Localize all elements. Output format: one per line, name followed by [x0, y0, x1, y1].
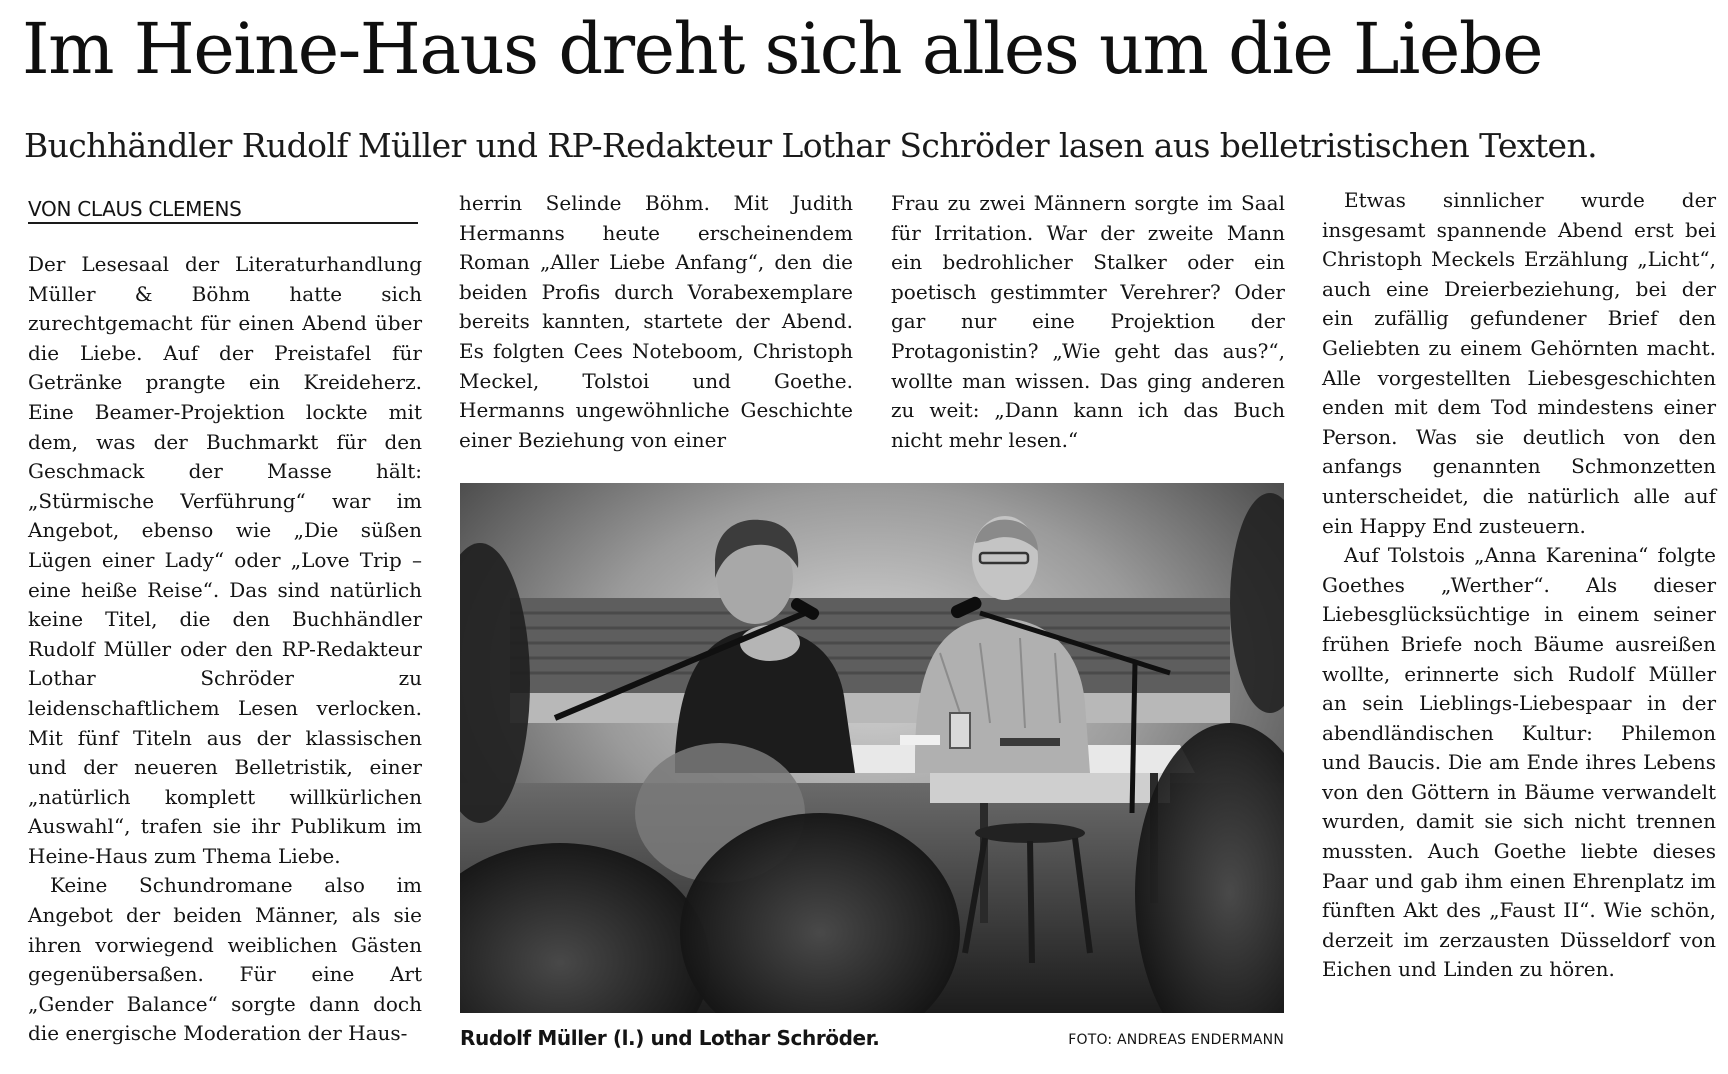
article-photo [460, 483, 1284, 1013]
paragraph: Frau zu zwei Männern sorgte im Saal für Irritation. War der zweite Mann ein bedrohlicher Stalker oder ein poetisch gestimmter Verehrer? Oder gar nur eine Projektion der Protagonistin? „Wie geht das aus?“, wollte man wissen. Das ging anderen zu weit: „Dann kann ich das Buch nicht mehr lesen.“ [891, 191, 1285, 452]
headline: Im Heine-Haus dreht sich alles um die Liebe [22, 8, 1543, 90]
article-column-2 [459, 189, 853, 455]
article-column-4 [1322, 186, 1716, 985]
article-column-3 [891, 189, 1285, 455]
paragraph: Der Lesesaal der Literaturhandlung Müller & Böhm hatte sich zurechtgemacht für einen Abend über die Liebe. Auf der Preistafel für Getränke prangte ein Kreideherz. Eine Beamer-Projektion lockte mit dem, was der Buchmarkt für den Geschmack der Masse hält: „Stürmische Verführung“ war im Angebot, ebenso wie „Die süßen Lügen einer Lady“ oder „Love Trip – eine heiße Reise“. Das sind natürlich keine Titel, die den Buchhändler Rudolf Müller oder den RP-Redakteur Lothar Schröder zu leidenschaftlichem Lesen verlocken. Mit fünf Titeln aus der klassischen und der neueren Belletristik, einer „natürlich komplett willkürlichen Auswahl“, trafen sie ihr Publikum im Heine-Haus zum Thema Liebe. [28, 252, 422, 868]
photo-credit: FOTO: ANDREAS ENDERMANN [1068, 1032, 1284, 1048]
paragraph: Keine Schundromane also im Angebot der beiden Männer, als sie ihren vorwiegend weiblichen Gästen gegenübersaßen. Für eine Art „Gender Balance“ sorgte dann doch die energische Moderation der Haus- [28, 873, 422, 1046]
byline: VON CLAUS CLEMENS [28, 196, 418, 224]
paragraph: Auf Tolstois „Anna Karenina“ folgte Goethes „Werther“. Als dieser Liebesglücksüchtige in einem seiner frühen Briefe noch Bäume ausreißen wollte, erinnerte sich Rudolf Müller an sein Lieblings-Liebespaar in der abendländischen Kultur: Philemon und Baucis. Die am Ende ihres Lebens von den Göttern in Bäume verwandelt wurden, damit sie sich nicht trennen mussten. Auch Goethe liebte dieses Paar und gab ihm einen Ehrenplatz im fünften Akt des „Faust II“. Wie schön, derzeit im zerzausten Düsseldorf von Eichen und Linden zu hören. [1322, 543, 1716, 982]
paragraph: Etwas sinnlicher wurde der insgesamt spannende Abend erst bei Christoph Meckels Erzählung „Licht“, auch eine Dreierbeziehung, bei der ein zufällig gefundener Brief den Geliebten zu einem Gehörnten macht. Alle vorgestellten Liebesgeschichten enden mit dem Tod mindestens einer Person. Was sie deutlich von den anfangs genannten Schmonzetten unterscheidet, die natürlich alle auf ein Happy End zusteuern. [1322, 188, 1716, 538]
subheadline: Buchhändler Rudolf Müller und RP-Redakteur Lothar Schröder lasen aus belletristischen Texten. [24, 126, 1598, 165]
article-column-1 [28, 250, 422, 1049]
paragraph: herrin Selinde Böhm. Mit Judith Hermanns heute erscheinendem Roman „Aller Liebe Anfang“, den die beiden Profis durch Vorabexemplare bereits kannten, startete der Abend. Es folgten Cees Noteboom, Christoph Meckel, Tolstoi und Goethe. Hermanns ungewöhnliche Geschichte einer Beziehung von einer [459, 191, 853, 452]
photo-caption: Rudolf Müller (l.) und Lothar Schröder. [460, 1026, 880, 1050]
